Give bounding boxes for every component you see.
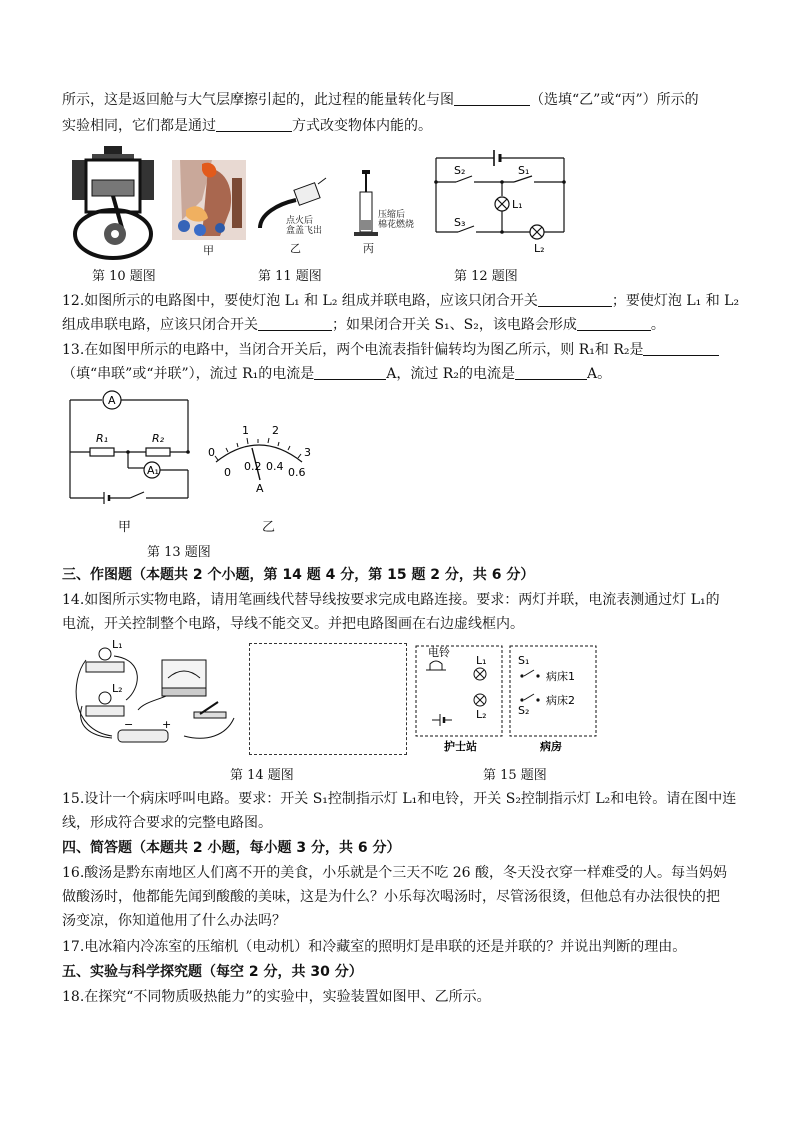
q11-yi-note: 点火后 盒盖飞出 [286, 216, 323, 236]
q16-line-1: 16.酸汤是黔东南地区人们离不开的美食，小乐就是个三天不吃 26 酸，冬天没衣穿一样难受的人。每当妈妈 [62, 865, 727, 881]
q15-nurse-label: 护士站 [444, 740, 477, 753]
q13-jia-circuit [66, 390, 194, 502]
q15-s2-label: S₂ [518, 704, 530, 717]
dial-top-tick: 2 [272, 424, 279, 437]
q13-ammeter-a-label: A [108, 394, 116, 407]
answer-blank[interactable] [258, 316, 332, 331]
q16-line-2: 做酸汤时，他都能先闻到酸酸的美味，这是为什么？小乐每次喝汤时，尽管汤很烫，但他总有办法很快的把 [62, 889, 720, 905]
q15-bed2-label: 病床2 [546, 694, 575, 707]
q14-drawing-box[interactable] [249, 643, 407, 755]
q13-r2-label: R₂ [152, 432, 165, 445]
q11-yi-label: 乙 [290, 242, 301, 255]
q14-l2-label: L₂ [112, 682, 123, 695]
caption-q10: 第 10 题图 [92, 269, 156, 284]
q12-l2-label: L₂ [534, 242, 545, 255]
caption-q12: 第 12 题图 [454, 269, 518, 284]
q13-yi-ammeter-dial [206, 418, 312, 494]
q15-bell-label: 电铃 [428, 646, 450, 659]
q14-l1-label: L₁ [112, 638, 123, 651]
caption-q11: 第 11 题图 [258, 269, 322, 284]
q11-bing-label: 丙 [363, 242, 374, 255]
section-5-heading: 五、实验与科学探究题（每空 2 分，共 30 分） [62, 964, 363, 980]
answer-blank[interactable] [314, 365, 386, 380]
q11-line-1: 所示，这是返回舱与大气层摩擦引起的，此过程的能量转化与图 （选填“乙”或“丙”）所示的 [62, 92, 699, 108]
q10-engine-figure [70, 146, 156, 262]
section-4-heading: 四、简答题（本题共 2 小题，每小题 3 分，共 6 分） [62, 840, 401, 856]
q11-bing-figure [352, 170, 380, 238]
q13-ammeter-a1-label: A₁ [147, 464, 159, 477]
q14-battery-plus: + [162, 718, 172, 731]
answer-blank[interactable] [643, 341, 719, 356]
dial-bottom-tick: 0.2 [244, 460, 262, 473]
q14-line-2: 电流，开关控制整个电路，导线不能交叉。并把电路图画在右边虚线框内。 [62, 616, 524, 632]
q12-line-2: 组成串联电路，应该只闭合开关 ；如果闭合开关 S₁、S₂，该电路会形成 。 [62, 317, 665, 333]
q17-line: 17.电冰箱内冷冻室的压缩机（电动机）和冷藏室的照明灯是串联的还是并联的？并说出判断的理由。 [62, 939, 687, 955]
caption-q13: 第 13 题图 [147, 545, 211, 560]
q12-l1-label: L₁ [512, 198, 523, 211]
q15-line-2: 线，形成符合要求的完整电路图。 [62, 815, 272, 831]
answer-blank[interactable] [515, 365, 587, 380]
q13-line-1: 13.在如图甲所示的电路中，当闭合开关后，两个电流表指针偏转均为图乙所示，则 R₁和 R₂是 [62, 340, 719, 360]
section-3-heading: 三、作图题（本题共 2 个小题，第 14 题 4 分，第 15 题 2 分，共 6 分） [62, 567, 535, 583]
q12-s3-label: S₃ [454, 216, 466, 229]
q13-line-2: （填“串联”或“并联”），流过 R₁的电流是 A，流过 R₂的电流是 A。 [62, 366, 612, 382]
q11-jia-photo [172, 160, 246, 240]
q14-battery-minus: − [124, 718, 134, 731]
q15-nurse-station-diagram [414, 644, 600, 756]
caption-q14: 第 14 题图 [230, 768, 294, 783]
q15-bed1-label: 病床1 [546, 670, 575, 683]
answer-blank[interactable] [577, 316, 651, 331]
q14-line-1: 14.如图所示实物电路，请用笔画线代替导线按要求完成电路连接。要求：两灯并联，电流表测通过灯 L₁的 [62, 592, 720, 608]
q12-s1-label: S₁ [518, 164, 530, 177]
q12-line-1: 12.如图所示的电路图中，要使灯泡 L₁ 和 L₂ 组成并联电路，应该只闭合开关 ；要使灯泡 L₁ 和 L₂ [62, 293, 740, 309]
dial-bottom-tick: 0.4 [266, 460, 284, 473]
dial-unit: A [256, 482, 264, 495]
q16-line-3: 汤变凉，你知道他用了什么办法吗？ [62, 913, 286, 929]
dial-zero-label: 0 [208, 446, 215, 459]
dial-bottom-tick: 0 [224, 466, 231, 479]
q15-s1-label: S₁ [518, 654, 530, 667]
q11-line-2: 实验相同，它们都是通过 方式改变物体内能的。 [62, 118, 432, 134]
q15-l2-label: L₂ [476, 708, 487, 721]
q15-line-1: 15.设计一个病床呼叫电路。要求：开关 S₁控制指示灯 L₁和电铃，开关 S₂控制指示灯 L₂和电铃。请在图中连 [62, 791, 737, 807]
answer-blank[interactable] [216, 117, 292, 132]
q13-yi-label: 乙 [262, 520, 276, 535]
answer-blank[interactable] [454, 91, 530, 106]
dial-bottom-tick: 0.6 [288, 466, 306, 479]
answer-blank[interactable] [538, 292, 612, 307]
q12-s2-label: S₂ [454, 164, 466, 177]
q11-bing-note: 压缩后 棉花燃烧 [378, 210, 415, 230]
q15-ward-label: 病房 [540, 740, 562, 753]
q12-circuit-diagram [432, 146, 572, 258]
q13-jia-label: 甲 [118, 520, 132, 535]
q14-physical-circuit [66, 640, 242, 756]
q18-line: 18.在探究“不同物质吸热能力”的实验中，实验装置如图甲、乙所示。 [62, 989, 491, 1005]
q15-l1-label: L₁ [476, 654, 487, 667]
dial-top-tick: 3 [304, 446, 311, 459]
dial-top-tick: 1 [242, 424, 249, 437]
q13-r1-label: R₁ [96, 432, 109, 445]
q11-jia-label: 甲 [203, 244, 214, 257]
caption-q15: 第 15 题图 [483, 768, 547, 783]
